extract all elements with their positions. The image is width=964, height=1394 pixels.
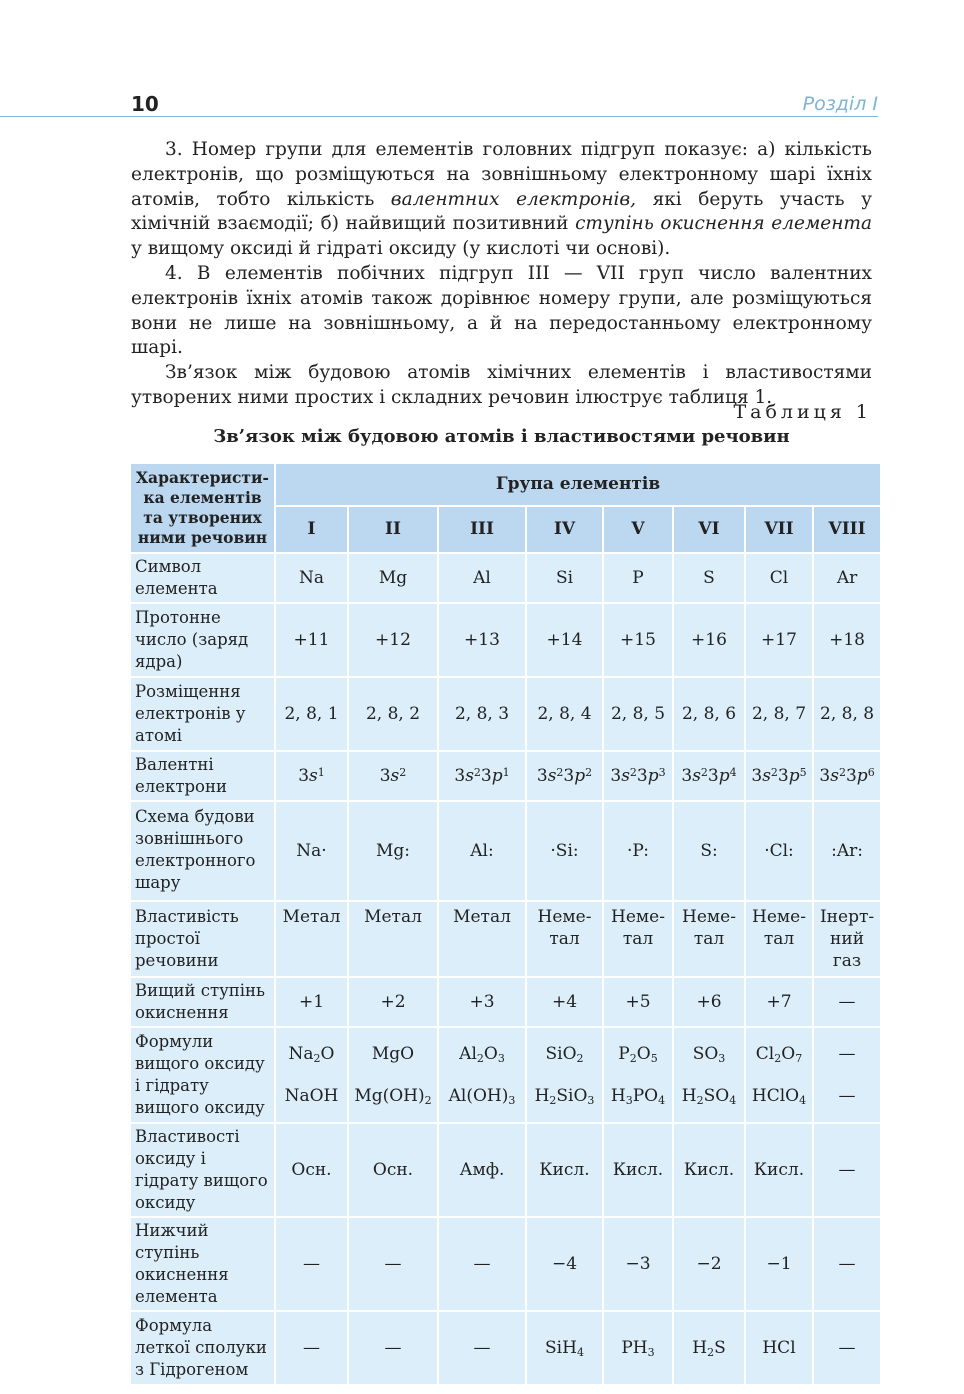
table-cell: 2, 8, 1 xyxy=(276,678,347,750)
row-label: Вищий ступінь окиснення xyxy=(131,978,274,1026)
table-cell: :Ar: xyxy=(814,802,880,900)
table-cell: +7 xyxy=(746,978,812,1026)
table-cell: Кисл. xyxy=(527,1124,602,1216)
table-cell: +12 xyxy=(349,604,437,676)
table-cell: — xyxy=(276,1312,347,1384)
table-row xyxy=(131,1312,880,1384)
table-cell: $3s^23p^1$ xyxy=(439,752,525,800)
table-cell: ·P: xyxy=(604,802,672,900)
table-cell: Метал xyxy=(349,902,437,976)
table-cell: Неме- тал xyxy=(527,902,602,976)
group-3-header: III xyxy=(439,507,525,552)
text-run: які беруть участь у хімічній взаємодії; б) найвищий позитивний xyxy=(131,188,872,235)
text-run-italic: валентних електронів, xyxy=(390,188,637,210)
table-cell: — xyxy=(814,978,880,1026)
row-label: Схема будови зовнішнього електронного шару xyxy=(131,802,274,900)
table-row xyxy=(131,978,880,1026)
table-cell: Амф. xyxy=(439,1124,525,1216)
table-row xyxy=(131,1124,880,1216)
table-row xyxy=(131,554,880,602)
row-label: Властивості оксиду і гідрату вищого оксиду xyxy=(131,1124,274,1216)
table-cell: — xyxy=(439,1218,525,1310)
page-number: 10 xyxy=(131,92,159,116)
table-cell: Осн. xyxy=(349,1124,437,1216)
table-cell: Si xyxy=(527,554,602,602)
table-cell: $3s^2$ xyxy=(349,752,437,800)
table-cell: Кисл. xyxy=(604,1124,672,1216)
table-cell: $P_2O_5$ $H_3PO_4$ xyxy=(604,1028,672,1122)
table-cell: −1 xyxy=(746,1218,812,1310)
table-cell: $3s^23p^3$ xyxy=(604,752,672,800)
table-cell: MgO $Mg(OH)_2$ xyxy=(349,1028,437,1122)
table-cell: S: xyxy=(674,802,744,900)
table-cell: Неме- тал xyxy=(604,902,672,976)
elements-table xyxy=(129,462,882,1386)
table-cell: SiH$_4$ xyxy=(527,1312,602,1384)
row-label: Властивість простої речовини xyxy=(131,902,274,976)
table-cell: 2, 8, 5 xyxy=(604,678,672,750)
table-cell: Неме- тал xyxy=(746,902,812,976)
table-cell: ·Cl: xyxy=(746,802,812,900)
table-row xyxy=(131,902,880,976)
table-row xyxy=(131,604,880,676)
table-cell: Неме- тал xyxy=(674,902,744,976)
table-cell: Кисл. xyxy=(746,1124,812,1216)
table-cell: — — xyxy=(814,1028,880,1122)
table-cell: 2, 8, 6 xyxy=(674,678,744,750)
table-cell: Ar xyxy=(814,554,880,602)
paragraph-4 xyxy=(131,262,872,361)
row-label: Символ елемента xyxy=(131,554,274,602)
table-cell: Осн. xyxy=(276,1124,347,1216)
table-cell: ·Si: xyxy=(527,802,602,900)
table-cell: +15 xyxy=(604,604,672,676)
group-header: Група елементів xyxy=(276,464,880,505)
table-cell: $SO_3$ $H_2SO_4$ xyxy=(674,1028,744,1122)
row-label: Нижчий ступінь окиснення елемента xyxy=(131,1218,274,1310)
corner-header: Характеристи-ка елементів та утворених ними речовин xyxy=(131,464,274,552)
group-1-header: I xyxy=(276,507,347,552)
group-4-header: IV xyxy=(527,507,602,552)
row-label: Формула леткої сполуки з Гідрогеном xyxy=(131,1312,274,1384)
table-cell: SiO$_2$ $H_2SiO_3$ xyxy=(527,1028,602,1122)
table-cell: +4 xyxy=(527,978,602,1026)
table-cell: P xyxy=(604,554,672,602)
table-cell: $Na_2O$ NaOH xyxy=(276,1028,347,1122)
header-rule xyxy=(0,116,878,117)
table-cell: — xyxy=(814,1218,880,1310)
table-cell: — xyxy=(349,1312,437,1384)
table-cell: Al: xyxy=(439,802,525,900)
group-7-header: VII xyxy=(746,507,812,552)
table-cell: — xyxy=(814,1312,880,1384)
table-cell: Метал xyxy=(439,902,525,976)
table-cell: Кисл. xyxy=(674,1124,744,1216)
table-cell: S xyxy=(674,554,744,602)
row-label: Валентні електрони xyxy=(131,752,274,800)
text-run-italic: ступінь окиснення елемента xyxy=(575,213,873,235)
table-cell: Mg xyxy=(349,554,437,602)
table-cell: −2 xyxy=(674,1218,744,1310)
table-row xyxy=(131,678,880,750)
table-cell: 2, 8, 8 xyxy=(814,678,880,750)
table-row xyxy=(131,1028,880,1122)
table-cell: +3 xyxy=(439,978,525,1026)
table-cell: $3s^23p^6$ xyxy=(814,752,880,800)
table-cell: Na· xyxy=(276,802,347,900)
table-cell: +18 xyxy=(814,604,880,676)
table-cell: — xyxy=(814,1124,880,1216)
paragraph-3 xyxy=(131,138,872,262)
table-cell: +14 xyxy=(527,604,602,676)
table-cell: $3s^23p^5$ xyxy=(746,752,812,800)
row-label: Формули вищого оксиду і гідрату вищого оксиду xyxy=(131,1028,274,1122)
table-cell: +1 xyxy=(276,978,347,1026)
table-cell: Cl xyxy=(746,554,812,602)
text-run: 4. В елементів побічних підгруп III — VII груп число валентних електронів їхніх атомів також дорівнює номеру групи, але розміщуються вони не лише на зовнішньому, а й на передостанньому електронному шарі. xyxy=(131,262,872,359)
row-label: Розміщення електронів у атомі xyxy=(131,678,274,750)
table-cell: $PH_3$ xyxy=(604,1312,672,1384)
table-cell: — xyxy=(349,1218,437,1310)
table-row xyxy=(131,1218,880,1310)
table-cell: — xyxy=(439,1312,525,1384)
table-row xyxy=(131,802,880,900)
table-cell: +2 xyxy=(349,978,437,1026)
table-cell: $H_2S$ xyxy=(674,1312,744,1384)
group-2-header: II xyxy=(349,507,437,552)
table-cell: 2, 8, 7 xyxy=(746,678,812,750)
table-cell: $3s^23p^4$ xyxy=(674,752,744,800)
table-cell: $3s^23p^2$ xyxy=(527,752,602,800)
table-cell: +11 xyxy=(276,604,347,676)
table-cell: 2, 8, 3 xyxy=(439,678,525,750)
body-text xyxy=(131,138,872,411)
table-number: Таблиця 1 xyxy=(733,401,872,423)
table-cell: +16 xyxy=(674,604,744,676)
table-cell: Метал xyxy=(276,902,347,976)
group-5-header: V xyxy=(604,507,672,552)
text-run: Зв’язок між будовою атомів хімічних елементів і властивостями утворених ними простих і складних речовин ілюструє таблиця 1. xyxy=(131,362,872,408)
group-6-header: VI xyxy=(674,507,744,552)
table-cell: +5 xyxy=(604,978,672,1026)
table-cell: $Cl_2O_7$ HClO$_4$ xyxy=(746,1028,812,1122)
table-cell: Na xyxy=(276,554,347,602)
table-cell: $3s^1$ xyxy=(276,752,347,800)
table-cell: — xyxy=(276,1218,347,1310)
table-cell: +17 xyxy=(746,604,812,676)
table-caption: Зв’язок між будовою атомів і властивостями речовин xyxy=(213,426,790,447)
table-cell: 2, 8, 4 xyxy=(527,678,602,750)
table-cell: +6 xyxy=(674,978,744,1026)
table-cell: −3 xyxy=(604,1218,672,1310)
table-cell: 2, 8, 2 xyxy=(349,678,437,750)
table-cell: Al xyxy=(439,554,525,602)
table-cell: −4 xyxy=(527,1218,602,1310)
table-cell: +13 xyxy=(439,604,525,676)
text-run: у вищому оксиді й гідраті оксиду (у кислоті чи основі). xyxy=(131,238,671,260)
table-cell: HCl xyxy=(746,1312,812,1384)
table-cell: Mg: xyxy=(349,802,437,900)
table-cell: Інерт- ний газ xyxy=(814,902,880,976)
group-8-header: VIII xyxy=(814,507,880,552)
section-title: Розділ І xyxy=(802,93,878,115)
row-label: Протонне число (заряд ядра) xyxy=(131,604,274,676)
table-row xyxy=(131,752,880,800)
text-run: 3. Номер групи для елементів головних підгруп показує: а) кількість електронів, що розміщуються на зовнішньому електронному шарі їхніх атомів, тобто кількість xyxy=(131,139,872,210)
table-cell: $Al_2O_3$ $Al(OH)_3$ xyxy=(439,1028,525,1122)
